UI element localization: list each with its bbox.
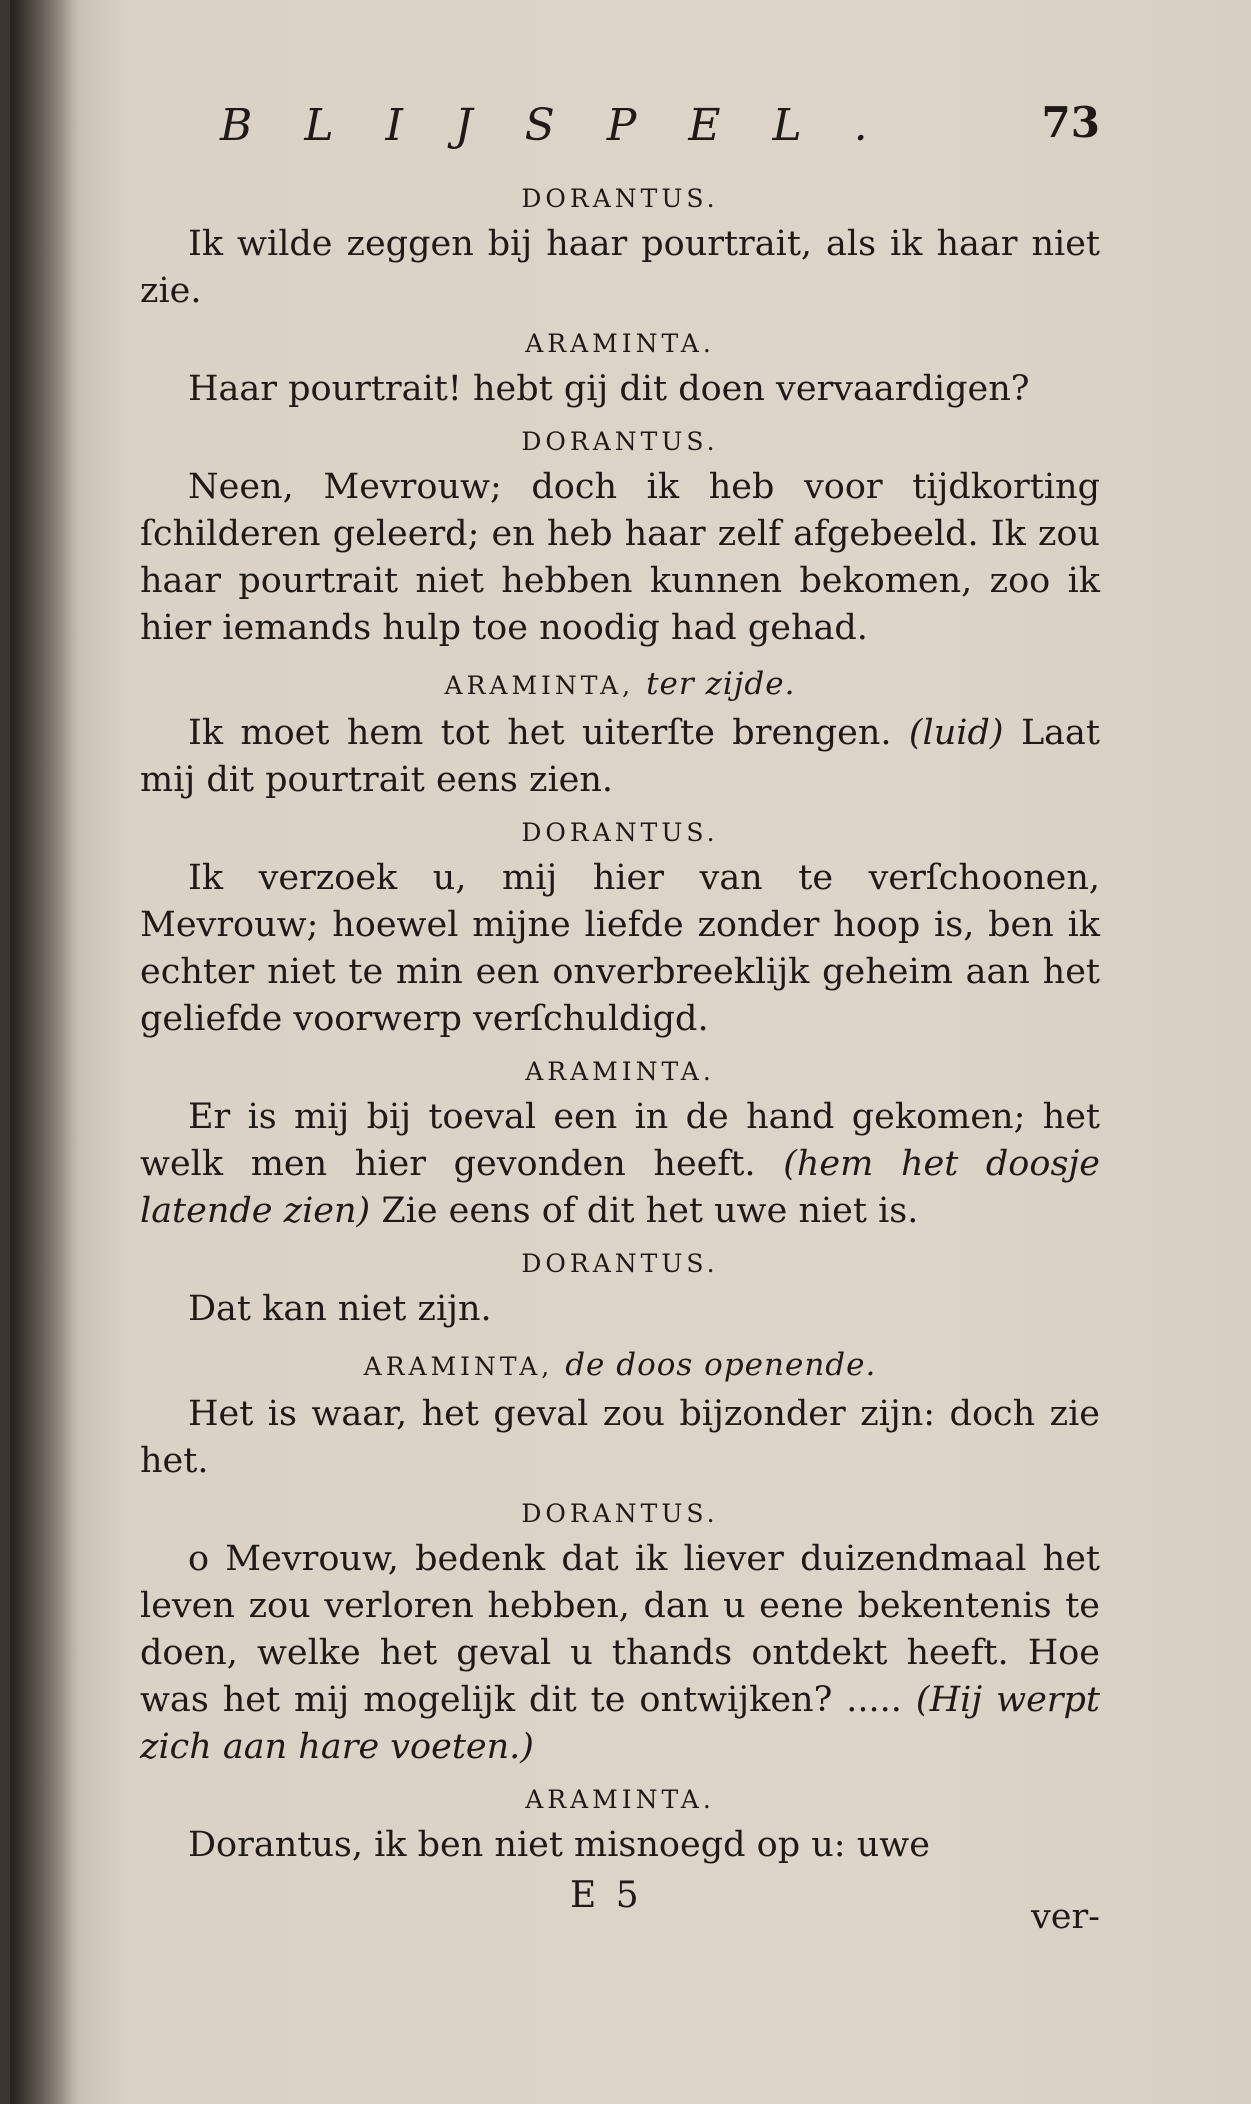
stage-direction: (luid)	[908, 713, 1004, 753]
speech-line: Het is waar, het geval zou bijzonder zijn: doch zie het.	[140, 1394, 1100, 1481]
speaker-name: DORANTUS.	[521, 184, 719, 213]
speech-line: Ik verzoek u, mij hier van te verſchoonen, Mevrouw; hoewel mijne liefde zonder hoop is, ben ik echter niet te min een onverbreeklijk geheim aan het geliefde voorwerp verſchuldigd.	[140, 858, 1100, 1039]
speech-text	[140, 1391, 1100, 1485]
speaker-heading	[140, 818, 1100, 847]
speaker-heading	[140, 329, 1100, 358]
speech-line: Haar pourtrait! hebt gij dit doen vervaardigen?	[188, 369, 1030, 409]
text-block	[140, 80, 1100, 1935]
speaker-heading	[140, 1785, 1100, 1814]
running-head	[140, 80, 1100, 170]
speech-text	[140, 1286, 1100, 1333]
catchword: ver-	[1030, 1897, 1100, 1937]
speech-text	[140, 1536, 1100, 1771]
stage-direction: (Hij werpt zich aan hare voeten.)	[140, 1680, 1100, 1767]
speaker-heading	[140, 427, 1100, 456]
gutter-shadow	[10, 0, 80, 2104]
speech-line: Ik moet hem tot het uiterſte brengen.	[188, 713, 892, 753]
speaker-name: ARAMINTA.	[525, 1785, 715, 1814]
speech-text	[140, 221, 1100, 315]
speech-line: Dorantus, ik ben niet misnoegd op u: uwe	[188, 1825, 930, 1865]
speech-text	[140, 710, 1100, 804]
speech-text	[140, 464, 1100, 652]
page-footer	[140, 1875, 1100, 1935]
speech-text	[140, 855, 1100, 1043]
stage-direction: (hem het doosje latende zien)	[140, 1144, 1100, 1231]
speaker-name: DORANTUS.	[521, 1249, 719, 1278]
speaker-heading	[140, 1499, 1100, 1528]
dialogue	[140, 184, 1100, 1869]
book-page	[10, 0, 1251, 2104]
signature-mark: E 5	[570, 1875, 643, 1916]
speaker-heading	[140, 666, 1100, 702]
speaker-heading	[140, 1057, 1100, 1086]
speaker-name: ARAMINTA,	[363, 1352, 554, 1381]
speech-line: Dat kan niet zijn.	[188, 1289, 492, 1329]
speaker-name: ARAMINTA,	[444, 671, 635, 700]
speech-line: Er is mij bij toeval een in de hand gekomen; het welk men hier gevonden heeft.	[140, 1097, 1100, 1184]
speaker-name: ARAMINTA.	[525, 1057, 715, 1086]
running-title: BLIJSPEL.	[220, 100, 920, 151]
speech-text	[140, 1822, 1100, 1869]
speech-line: Ik wilde zeggen bij haar pourtrait, als ik haar niet zie.	[140, 224, 1100, 311]
speech-line: Neen, Mevrouw; doch ik heb voor tijdkorting ſchilderen geleerd; en heb haar zelf afgebeeld. Ik zou haar pourtrait niet hebben kunnen bekomen, zoo ik hier iemands hulp toe noodig had gehad.	[140, 467, 1100, 648]
speech-text	[140, 366, 1100, 413]
speaker-name: ARAMINTA.	[525, 329, 715, 358]
speaker-direction: ter zijde.	[646, 666, 796, 702]
speaker-name: DORANTUS.	[521, 1499, 719, 1528]
speech-line: o Mevrouw, bedenk dat ik liever duizendmaal het leven zou verloren hebben, dan u eene bekentenis te doen, welke het geval u thands ontdekt heeft. Hoe was het mij mogelijk dit te ontwijken? .....	[140, 1539, 1100, 1720]
page-number: 73	[1041, 98, 1100, 147]
speech-text	[140, 1094, 1100, 1235]
speech-line-continued: Zie eens of dit het uwe niet is.	[381, 1191, 919, 1231]
speaker-direction: de doos openende.	[565, 1347, 877, 1383]
speaker-heading	[140, 1347, 1100, 1383]
speaker-heading	[140, 1249, 1100, 1278]
speaker-name: DORANTUS.	[521, 818, 719, 847]
speaker-heading	[140, 184, 1100, 213]
speaker-name: DORANTUS.	[521, 427, 719, 456]
speech-line-continued: Laat mij dit pourtrait eens zien.	[140, 713, 1100, 800]
